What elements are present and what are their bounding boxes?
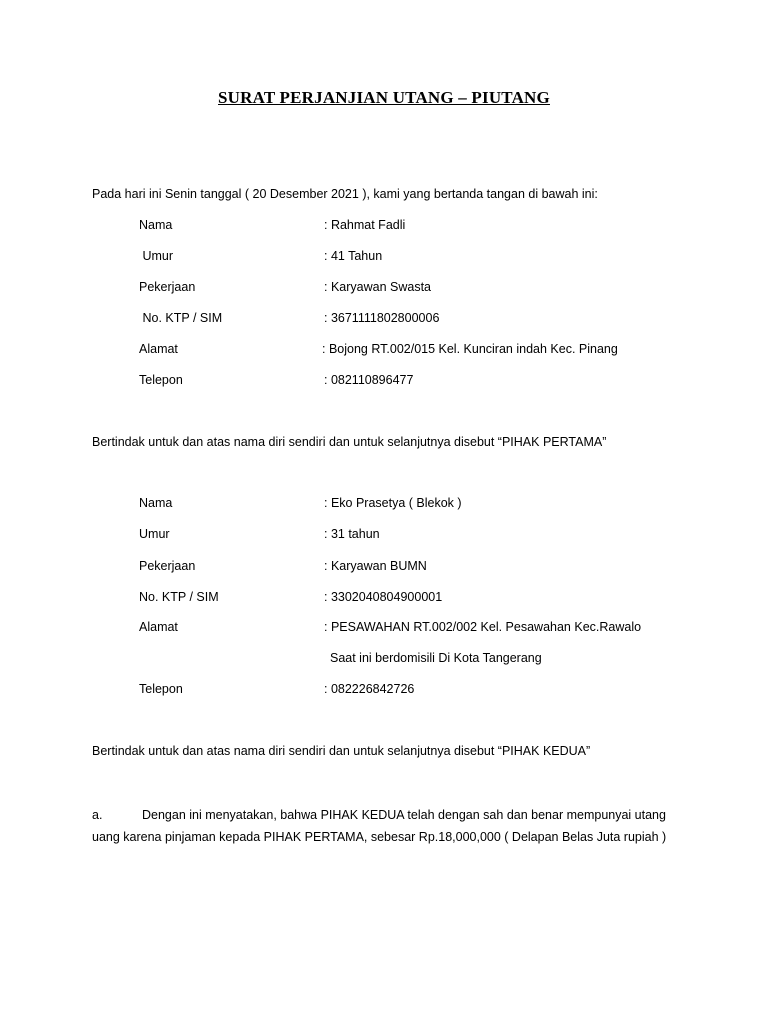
field-label: Nama [139,496,173,510]
field-value: Saat ini berdomisili Di Kota Tangerang [330,651,542,665]
field-label: Umur [139,249,174,263]
document-title: SURAT PERJANJIAN UTANG – PIUTANG [218,88,550,107]
field-value: : 3671111802800006 [324,311,440,325]
clause-a [92,804,682,848]
field-value: : 3302040804900001 [324,590,443,604]
party1-row-age [0,249,768,269]
party1-row-id [0,311,768,331]
party2-row-id [0,590,768,610]
party2-row-name [0,496,768,516]
party2-row-age [0,527,768,547]
party1-row-phone [0,373,768,393]
field-value: : 082110896477 [324,373,414,387]
clause-text: Dengan ini menyatakan, bahwa PIHAK KEDUA telah dengan sah dan benar mempunyai utang uang karena pinjaman kepada PIHAK PERTAMA, sebesar Rp.18,000,000 ( Delapan Belas Juta rupiah ) [92,808,667,844]
field-value: : Rahmat Fadli [324,218,406,232]
field-value: : PESAWAHAN RT.002/002 Kel. Pesawahan Kec.Rawalo [324,620,642,634]
field-label: Alamat [139,620,178,634]
party2-closing: Bertindak untuk dan atas nama diri sendiri dan untuk selanjutnya disebut “PIHAK KEDUA” [92,744,591,758]
field-label: No. KTP / SIM [139,590,219,604]
party2-row-address-domicile [0,651,768,671]
field-label: Telepon [139,373,183,387]
party2-row-address [0,620,768,640]
field-label: Pekerjaan [139,559,196,573]
field-value: : 082226842726 [324,682,415,696]
party1-row-occupation [0,280,768,300]
clause-marker: a. [92,808,103,822]
field-label: Alamat [139,342,178,356]
field-label: No. KTP / SIM [139,311,223,325]
field-label: Umur [139,527,170,541]
field-value: : Karyawan BUMN [324,559,427,573]
intro-paragraph: Pada hari ini Senin tanggal ( 20 Desember 2021 ), kami yang bertanda tangan di bawah ini: [92,187,598,201]
party1-row-name [0,218,768,238]
field-label: Telepon [139,682,183,696]
field-value: : Karyawan Swasta [324,280,431,294]
party2-row-occupation [0,559,768,579]
field-value: : Bojong RT.002/015 Kel. Kunciran indah Kec. Pinang [322,342,618,356]
field-label: Pekerjaan [139,280,196,294]
party1-closing: Bertindak untuk dan atas nama diri sendiri dan untuk selanjutnya disebut “PIHAK PERTAMA” [92,435,607,449]
field-label: Nama [139,218,173,232]
field-value: : 31 tahun [324,527,380,541]
field-value: : 41 Tahun [324,249,383,263]
field-value: : Eko Prasetya ( Blekok ) [324,496,462,510]
party1-row-address [0,342,768,362]
party2-row-phone [0,682,768,702]
